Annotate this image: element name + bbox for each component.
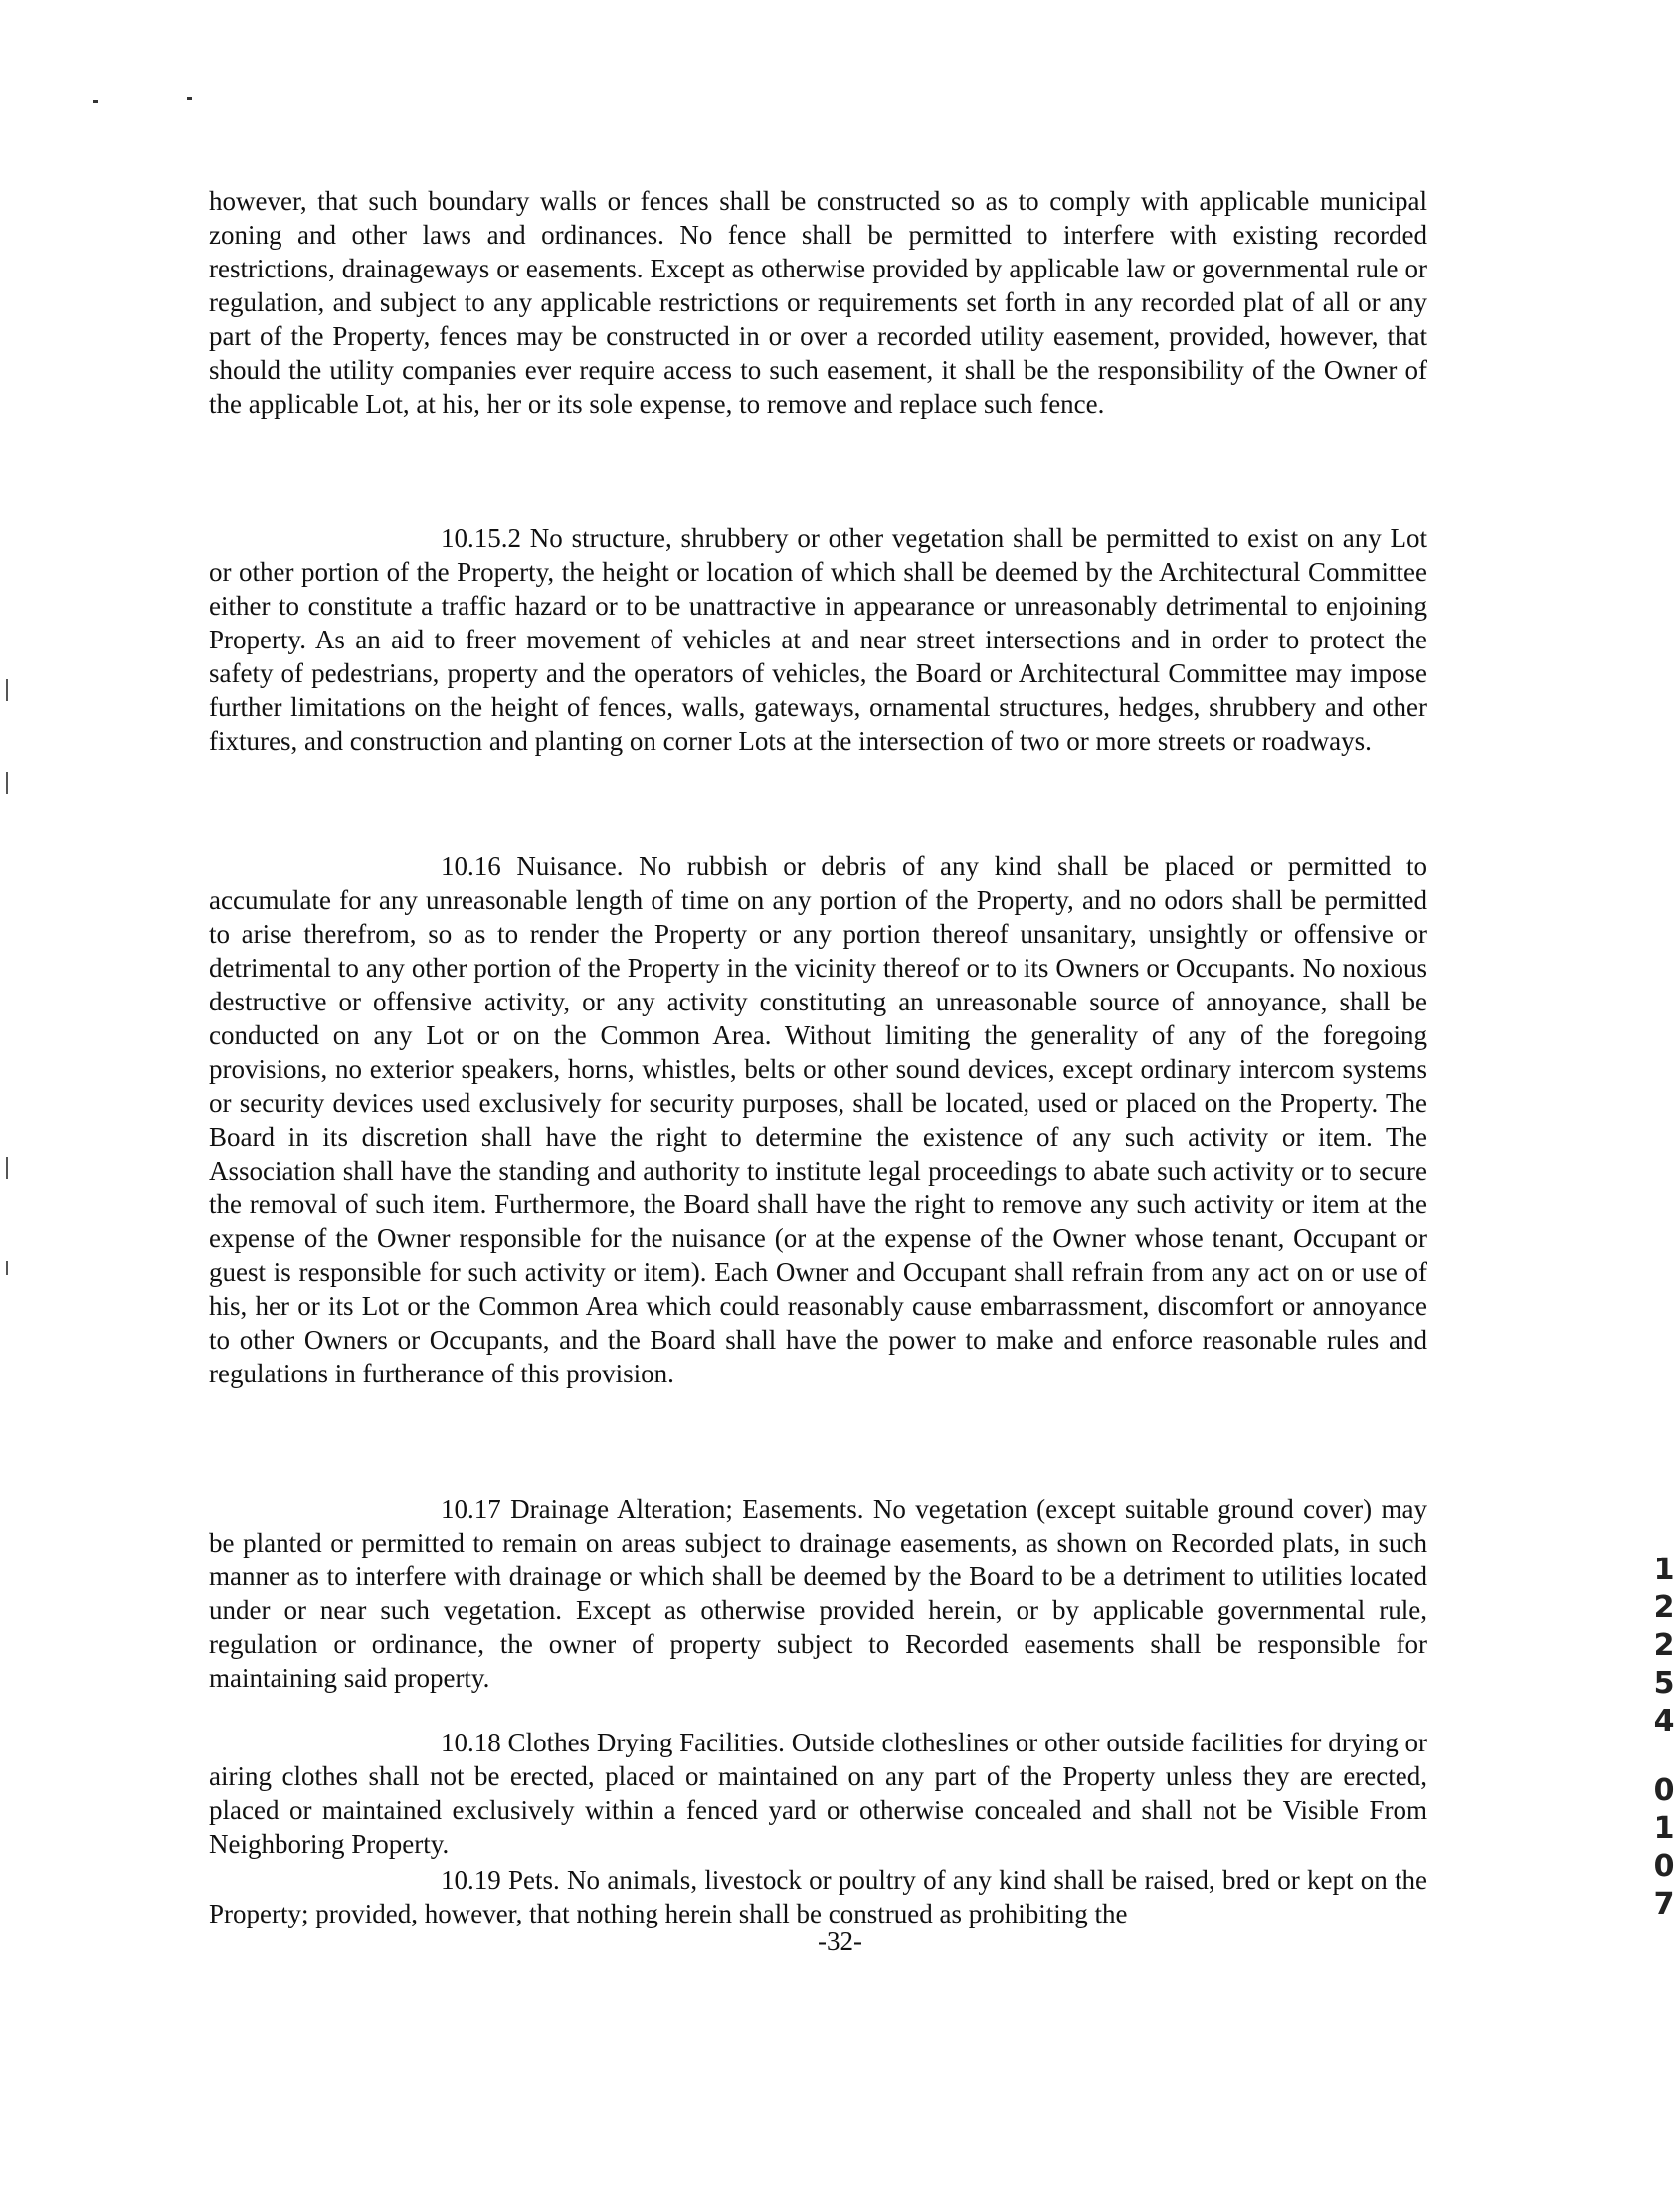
margin-revision-bar	[6, 1157, 8, 1179]
recording-digit: 5	[1653, 1666, 1675, 1701]
paragraph-10-18-clothes-drying: 10.18 Clothes Drying Facilities. Outside clotheslines or other outside facilities for drying or airing clothes shall not be erected, placed or maintained on any part of the Property unless they are erected, placed or maintained exclusively within a fenced yard or otherwise concealed and shall not be Visible From Neighboring Property.	[209, 1728, 1427, 1859]
paragraph-10-19-pets: 10.19 Pets. No animals, livestock or poultry of any kind shall be raised, bred or kept on the Property; provided, however, that nothing herein shall be construed as prohibiting the	[209, 1865, 1427, 1928]
recording-digit: 2	[1653, 1628, 1675, 1663]
recording-digit: 0	[1653, 1773, 1675, 1808]
recording-digit: 1	[1653, 1553, 1675, 1587]
recording-digit: 4	[1653, 1704, 1675, 1739]
paragraph-10-15-2-structures: 10.15.2 No structure, shrubbery or other vegetation shall be permitted to exist on any Lot or other portion of the Property, the height or location of which shall be deemed by the Architectural Committee either to constitute a traffic hazard or to be unattractive in appearance or unreasonably detrimental to enjoining Property. As an aid to freer movement of vehicles at and near street intersections and in order to protect the safety of pedestrians, property and the operators of vehicles, the Board or Architectural Committee may impose further limitations on the height of fences, walls, gateways, ornamental structures, hedges, shrubbery and other fixtures, and construction and planting on corner Lots at the intersection of two or more streets or roadways.	[209, 523, 1427, 756]
margin-revision-bar	[6, 772, 8, 794]
recording-number-stamp	[1649, 1552, 1679, 1924]
paragraph-10-16-nuisance: 10.16 Nuisance. No rubbish or debris of any kind shall be placed or permitted to accumulate for any unreasonable length of time on any portion of the Property, and no odors shall be permitted to arise therefrom, so as to render the Property or any portion thereof unsanitary, unsightly or offensive or detrimental to any other portion of the Property in the vicinity thereof or to its Owners or Occupants. No noxious destructive or offensive activity, or any activity constituting an unreasonable source of annoyance, shall be conducted on any Lot or on the Common Area. Without limiting the generality of any of the foregoing provisions, no exterior speakers, horns, whistles, belts or other sound devices, except ordinary intercom systems or security devices used exclusively for security purposes, shall be located, used or placed on the Property. The Board in its discretion shall have the right to determine the existence of any such activity or item. The Association shall have the standing and authority to institute legal proceedings to abate such activity or to secure the removal of such item. Furthermore, the Board shall have the right to remove any such activity or item at the expense of the Owner responsible for the nuisance (or at the expense of the Owner whose tenant, Occupant or guest is responsible for such activity or item). Each Owner and Occupant shall refrain from any act on or use of his, her or its Lot or the Common Area which could reasonably cause embarrassment, discomfort or annoyance to other Owners or Occupants, and the Board shall have the power to make and enforce reasonable rules and regulations in furtherance of this provision.	[209, 851, 1427, 1388]
recording-gap	[1649, 1741, 1679, 1772]
margin-revision-bar	[6, 1261, 8, 1275]
paragraph-10-17-drainage: 10.17 Drainage Alteration; Easements. No vegetation (except suitable ground cover) may be planted or permitted to remain on areas subject to drainage easements, as shown on Recorded plats, in such manner as to interfere with drainage or which shall be deemed by the Board to be a detriment to utilities located under or near such vegetation. Except as otherwise provided herein, or by applicable governmental rule, regulation or ordinance, the owner of property subject to Recorded easements shall be responsible for maintaining said property.	[209, 1494, 1427, 1693]
scan-speck-right	[187, 97, 192, 100]
recording-digit: 1	[1653, 1811, 1675, 1846]
recording-digit: 7	[1653, 1887, 1675, 1922]
page-number: -32-	[818, 1926, 862, 1956]
recording-digit: 2	[1653, 1590, 1675, 1625]
recording-digit: 0	[1653, 1849, 1675, 1884]
paragraph-fence-continuation: however, that such boundary walls or fences shall be constructed so as to comply with applicable municipal zoning and other laws and ordinances. No fence shall be permitted to interfere with existing recorded restrictions, drainageways or easements. Except as otherwise provided by applicable law or governmental rule or regulation, and subject to any applicable restrictions or requirements set forth in any recorded plat of all or any part of the Property, fences may be constructed in or over a recorded utility easement, provided, however, that should the utility companies ever require access to such easement, it shall be the responsibility of the Owner of the applicable Lot, at his, her or its sole expense, to remove and replace such fence.	[209, 186, 1427, 419]
scan-speck-left	[93, 100, 98, 103]
margin-revision-bar	[6, 679, 8, 701]
